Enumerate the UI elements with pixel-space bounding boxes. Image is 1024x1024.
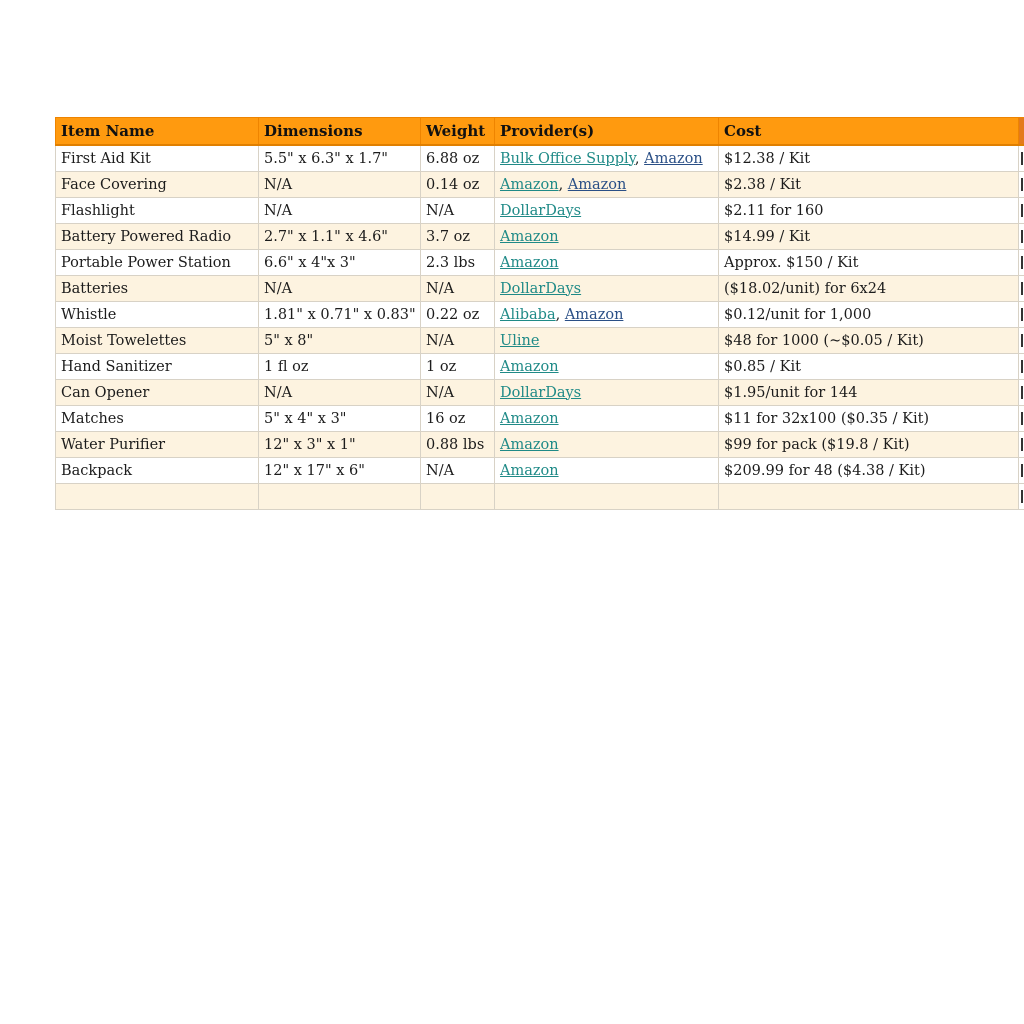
cell-weight[interactable]: 0.88 lbs <box>421 432 495 458</box>
cell-weight[interactable]: N/A <box>421 458 495 484</box>
provider-link[interactable]: Amazon <box>500 436 559 453</box>
cell-item-name[interactable]: Moist Towelettes <box>56 328 259 354</box>
table-row <box>56 380 1024 406</box>
cell-item-name[interactable]: Face Covering <box>56 172 259 198</box>
cell-item-name[interactable]: First Aid Kit <box>56 145 259 172</box>
cell-providers[interactable] <box>495 380 719 406</box>
provider-separator: , <box>558 176 568 193</box>
cell-providers[interactable] <box>495 458 719 484</box>
provider-link[interactable]: Amazon <box>567 176 627 193</box>
table-row <box>56 224 1024 250</box>
cell-cost[interactable]: $14.99 / Kit <box>719 224 1019 250</box>
table-row <box>56 172 1024 198</box>
cell-cost[interactable]: Approx. $150 / Kit <box>719 250 1019 276</box>
cell-dimensions[interactable]: 12" x 3" x 1" <box>259 432 421 458</box>
provider-link[interactable]: Amazon <box>564 306 624 323</box>
supply-table <box>55 117 1024 510</box>
cell-overflow-edge <box>1019 380 1024 406</box>
cell-item-name[interactable]: Battery Powered Radio <box>56 224 259 250</box>
cell-providers[interactable] <box>495 250 719 276</box>
column-header-dimensions[interactable]: Dimensions <box>259 118 421 146</box>
cell-item-name[interactable] <box>56 484 259 510</box>
cell-dimensions[interactable]: 5" x 8" <box>259 328 421 354</box>
cell-overflow-edge <box>1019 276 1024 302</box>
table-row <box>56 276 1024 302</box>
cell-providers[interactable] <box>495 406 719 432</box>
cell-weight[interactable]: 0.22 oz <box>421 302 495 328</box>
provider-link[interactable]: Bulk Office Supply <box>500 150 635 167</box>
cell-overflow-edge <box>1019 432 1024 458</box>
cell-overflow-edge <box>1019 354 1024 380</box>
provider-link[interactable]: DollarDays <box>500 280 582 297</box>
column-header-providers[interactable]: Provider(s) <box>495 118 719 146</box>
cell-cost[interactable]: $0.12/unit for 1,000 <box>719 302 1019 328</box>
cell-weight[interactable]: N/A <box>421 198 495 224</box>
cell-overflow-edge <box>1019 145 1024 172</box>
cell-weight[interactable]: N/A <box>421 380 495 406</box>
provider-link[interactable]: Uline <box>500 332 540 349</box>
cell-providers[interactable] <box>495 328 719 354</box>
cell-providers[interactable] <box>495 145 719 172</box>
cell-item-name[interactable]: Can Opener <box>56 380 259 406</box>
cell-overflow-edge <box>1019 198 1024 224</box>
cell-providers[interactable] <box>495 484 719 510</box>
cell-overflow-edge <box>1019 458 1024 484</box>
cell-dimensions[interactable]: N/A <box>259 276 421 302</box>
cell-providers[interactable] <box>495 432 719 458</box>
cell-providers[interactable] <box>495 302 719 328</box>
cell-dimensions[interactable]: N/A <box>259 380 421 406</box>
column-header-weight[interactable]: Weight <box>421 118 495 146</box>
provider-link[interactable]: Amazon <box>644 150 703 167</box>
cell-weight[interactable]: 2.3 lbs <box>421 250 495 276</box>
cell-weight[interactable]: N/A <box>421 328 495 354</box>
cell-overflow-edge <box>1019 484 1024 510</box>
cell-dimensions[interactable]: 1 fl oz <box>259 354 421 380</box>
table-row <box>56 458 1024 484</box>
cell-dimensions[interactable]: N/A <box>259 198 421 224</box>
cell-overflow-edge <box>1019 224 1024 250</box>
table-row <box>56 354 1024 380</box>
provider-link[interactable]: Amazon <box>500 176 559 193</box>
cell-dimensions[interactable]: 5.5" x 6.3" x 1.7" <box>259 145 421 172</box>
cell-item-name[interactable]: Portable Power Station <box>56 250 259 276</box>
table-row <box>56 145 1024 172</box>
cell-weight[interactable]: N/A <box>421 276 495 302</box>
table-row <box>56 250 1024 276</box>
cell-weight[interactable]: 1 oz <box>421 354 495 380</box>
provider-link[interactable]: Amazon <box>500 358 559 375</box>
cell-dimensions[interactable] <box>259 484 421 510</box>
cell-weight[interactable]: 3.7 oz <box>421 224 495 250</box>
cell-dimensions[interactable]: 1.81" x 0.71" x 0.83" <box>259 302 421 328</box>
provider-link[interactable]: Alibaba <box>500 306 556 323</box>
cell-providers[interactable] <box>495 198 719 224</box>
table-row <box>56 406 1024 432</box>
cell-providers[interactable] <box>495 354 719 380</box>
cell-overflow-edge <box>1019 250 1024 276</box>
header-row <box>56 118 1024 146</box>
cell-cost[interactable]: $99 for pack ($19.8 / Kit) <box>719 432 1019 458</box>
cell-cost[interactable]: $209.99 for 48 ($4.38 / Kit) <box>719 458 1019 484</box>
cell-overflow-edge <box>1019 406 1024 432</box>
provider-link[interactable]: DollarDays <box>500 384 582 401</box>
cell-weight[interactable]: 6.88 oz <box>421 145 495 172</box>
cell-cost[interactable]: $12.38 / Kit <box>719 145 1019 172</box>
cell-item-name[interactable]: Batteries <box>56 276 259 302</box>
cell-dimensions[interactable]: 6.6" x 4"x 3" <box>259 250 421 276</box>
cell-overflow-edge <box>1019 172 1024 198</box>
cell-weight[interactable]: 0.14 oz <box>421 172 495 198</box>
cell-cost[interactable]: $11 for 32x100 ($0.35 / Kit) <box>719 406 1019 432</box>
cell-cost[interactable]: ($18.02/unit) for 6x24 <box>719 276 1019 302</box>
provider-link[interactable]: Amazon <box>500 462 559 479</box>
cell-dimensions[interactable]: 12" x 17" x 6" <box>259 458 421 484</box>
column-header-item-name[interactable]: Item Name <box>56 118 259 146</box>
table-row <box>56 484 1024 510</box>
cell-cost[interactable]: $1.95/unit for 144 <box>719 380 1019 406</box>
provider-link[interactable]: Amazon <box>500 228 559 245</box>
cell-cost[interactable] <box>719 484 1019 510</box>
cell-item-name[interactable]: Hand Sanitizer <box>56 354 259 380</box>
cell-item-name[interactable]: Whistle <box>56 302 259 328</box>
cell-overflow-edge <box>1019 328 1024 354</box>
provider-link[interactable]: Amazon <box>500 410 559 427</box>
cell-weight[interactable] <box>421 484 495 510</box>
cell-item-name[interactable]: Flashlight <box>56 198 259 224</box>
provider-link[interactable]: DollarDays <box>500 202 582 219</box>
cell-dimensions[interactable]: 2.7" x 1.1" x 4.6" <box>259 224 421 250</box>
cell-providers[interactable] <box>495 276 719 302</box>
cell-providers[interactable] <box>495 224 719 250</box>
table-row <box>56 302 1024 328</box>
table-body <box>56 145 1024 510</box>
provider-separator: , <box>634 150 645 167</box>
cell-cost[interactable]: $2.11 for 160 <box>719 198 1019 224</box>
provider-separator: , <box>555 306 565 323</box>
cell-item-name[interactable]: Water Purifier <box>56 432 259 458</box>
cell-providers[interactable] <box>495 172 719 198</box>
cell-overflow-edge <box>1019 302 1024 328</box>
provider-link[interactable]: Amazon <box>500 254 559 271</box>
cell-dimensions[interactable]: 5" x 4" x 3" <box>259 406 421 432</box>
cell-dimensions[interactable]: N/A <box>259 172 421 198</box>
table-row <box>56 328 1024 354</box>
column-header-cost[interactable]: Cost <box>719 118 1019 146</box>
cell-item-name[interactable]: Backpack <box>56 458 259 484</box>
column-header-overflow <box>1019 118 1024 146</box>
cell-cost[interactable]: $2.38 / Kit <box>719 172 1019 198</box>
table-row <box>56 432 1024 458</box>
cell-weight[interactable]: 16 oz <box>421 406 495 432</box>
table-row <box>56 198 1024 224</box>
cell-item-name[interactable]: Matches <box>56 406 259 432</box>
cell-cost[interactable]: $48 for 1000 (~$0.05 / Kit) <box>719 328 1019 354</box>
cell-cost[interactable]: $0.85 / Kit <box>719 354 1019 380</box>
